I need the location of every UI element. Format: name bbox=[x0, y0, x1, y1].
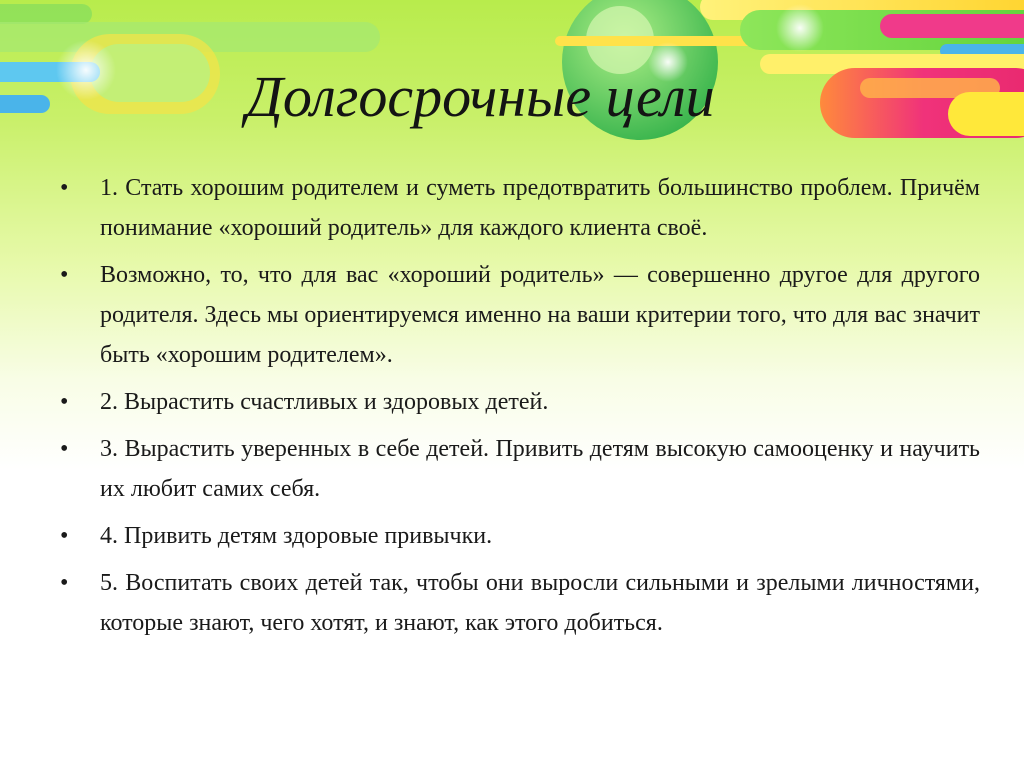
glow-left bbox=[56, 40, 116, 100]
stripe-left-blue-2 bbox=[0, 95, 50, 113]
stripe-right-pink-1 bbox=[880, 14, 1024, 38]
bullet-item-2 bbox=[60, 255, 980, 375]
bullet-icon: • bbox=[60, 175, 69, 201]
bullet-text: Возможно, то, что для вас «хороший родитель» — совершенно другое для другого родителя. Здесь мы ориентируемся именно на ваши критерии того, что для вас значит быть «хорошим родителем». bbox=[100, 262, 980, 368]
bullet-icon: • bbox=[60, 389, 69, 415]
glow-right bbox=[776, 4, 824, 52]
bullet-item-4 bbox=[60, 429, 980, 509]
bullet-item-6 bbox=[60, 563, 980, 643]
bullet-icon: • bbox=[60, 523, 69, 549]
bullet-icon: • bbox=[60, 570, 69, 596]
bullet-list bbox=[60, 168, 980, 650]
bullet-text: 5. Воспитать своих детей так, чтобы они выросли сильными и зрелыми личностями, которые знают, чего хотят, и знают, как этого добиться. bbox=[100, 570, 980, 636]
stripe-left-1 bbox=[0, 4, 92, 24]
bullet-item-5 bbox=[60, 516, 980, 556]
bullet-icon: • bbox=[60, 262, 69, 288]
bullet-icon: • bbox=[60, 436, 69, 462]
bullet-text: 1. Стать хорошим родителем и суметь предотвратить большинство проблем. Причём понимание «хороший родитель» для каждого клиента своё. bbox=[100, 175, 980, 241]
bullet-text: 2. Вырастить счастливых и здоровых детей. bbox=[100, 389, 549, 415]
bullet-item-3 bbox=[60, 382, 980, 422]
bullet-item-1 bbox=[60, 168, 980, 248]
stripe-right-yellow-thin bbox=[555, 36, 755, 46]
slide-title: Долгосрочные цели bbox=[246, 64, 715, 129]
bullet-text: 3. Вырастить уверенных в себе детей. Привить детям высокую самооценку и научить их любит самих себя. bbox=[100, 436, 980, 502]
stripe-right-yellow-3 bbox=[948, 92, 1024, 136]
bullet-text: 4. Привить детям здоровые привычки. bbox=[100, 523, 493, 549]
